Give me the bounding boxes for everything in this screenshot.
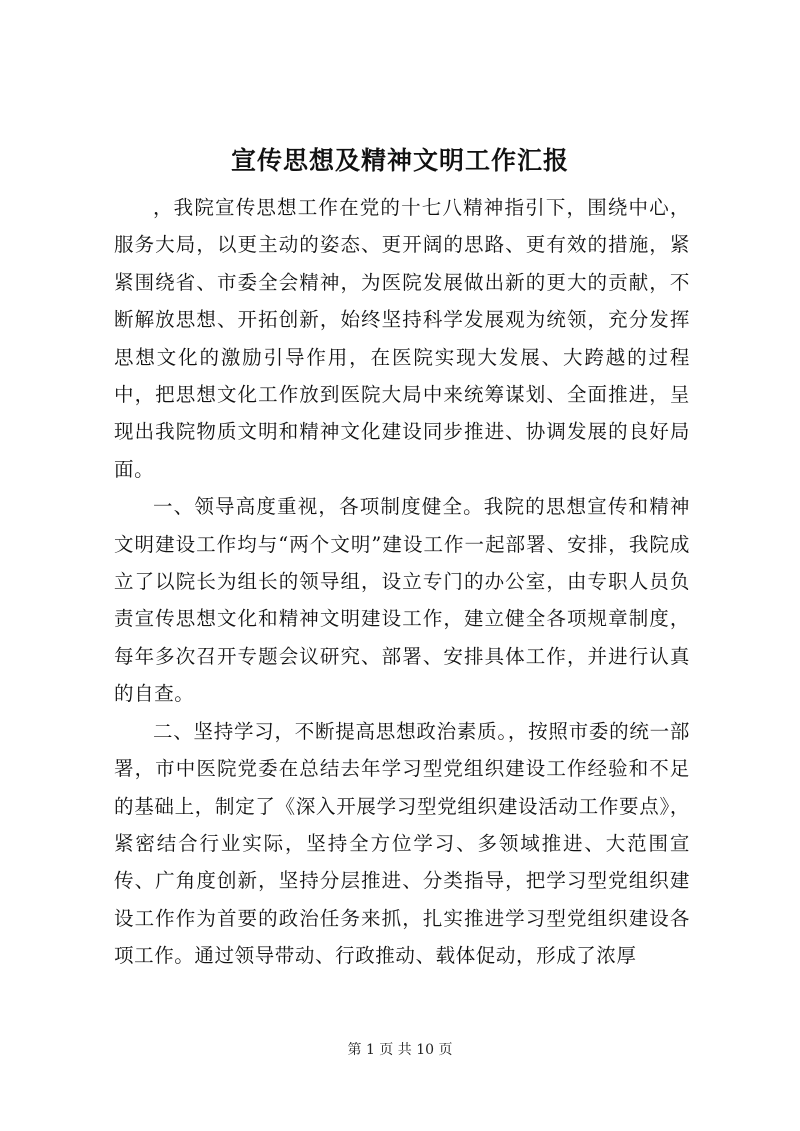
document-title: 宣传思想及精神文明工作汇报	[230, 146, 569, 175]
page-number-footer: 第 1 页 共 10 页	[347, 1042, 453, 1058]
document-body	[114, 189, 690, 975]
paragraph-section-2: 二、坚持学习，不断提高思想政治素质。，按照市委的统一部署，市中医院党委在总结去年学习型党组织建设工作经验和不足的基础上，制定了《深入开展学习型党组织建设活动工作要点》，紧密结合行业实际，坚持全方位学习、多领域推进、大范围宣传、广角度创新，坚持分层推进、分类指导，把学习型党组织建设工作作为首要的政治任务来抓，扎实推进学习型党组织建设各项工作。通过领导带动、行政推动、载体促动，形成了浓厚	[114, 719, 690, 968]
paragraph-intro: ，我院宣传思想工作在党的十七八精神指引下，围绕中心，服务大局，以更主动的姿态、更开阔的思路、更有效的措施，紧紧围绕省、市委全会精神，为医院发展做出新的更大的贡献，不断解放思想、开拓创新，始终坚持科学发展观为统领，充分发挥思想文化的激励引导作用，在医院实现大发展、大跨越的过程中，把思想文化工作放到医院大局中来统筹谋划、全面推进，呈现出我院物质文明和精神文化建设同步推进、协调发展的良好局面。	[114, 196, 690, 481]
paragraph-section-1: 一、领导高度重视，各项制度健全。我院的思想宣传和精神文明建设工作均与“两个文明”建设工作一起部署、安排，我院成立了以院长为组长的领导组，设立专门的办公室，由专职人员负责宣传思想文化和精神文明建设工作，建立健全各项规章制度，每年多次召开专题会议研究、部署、安排具体工作，并进行认真的自查。	[114, 495, 690, 706]
